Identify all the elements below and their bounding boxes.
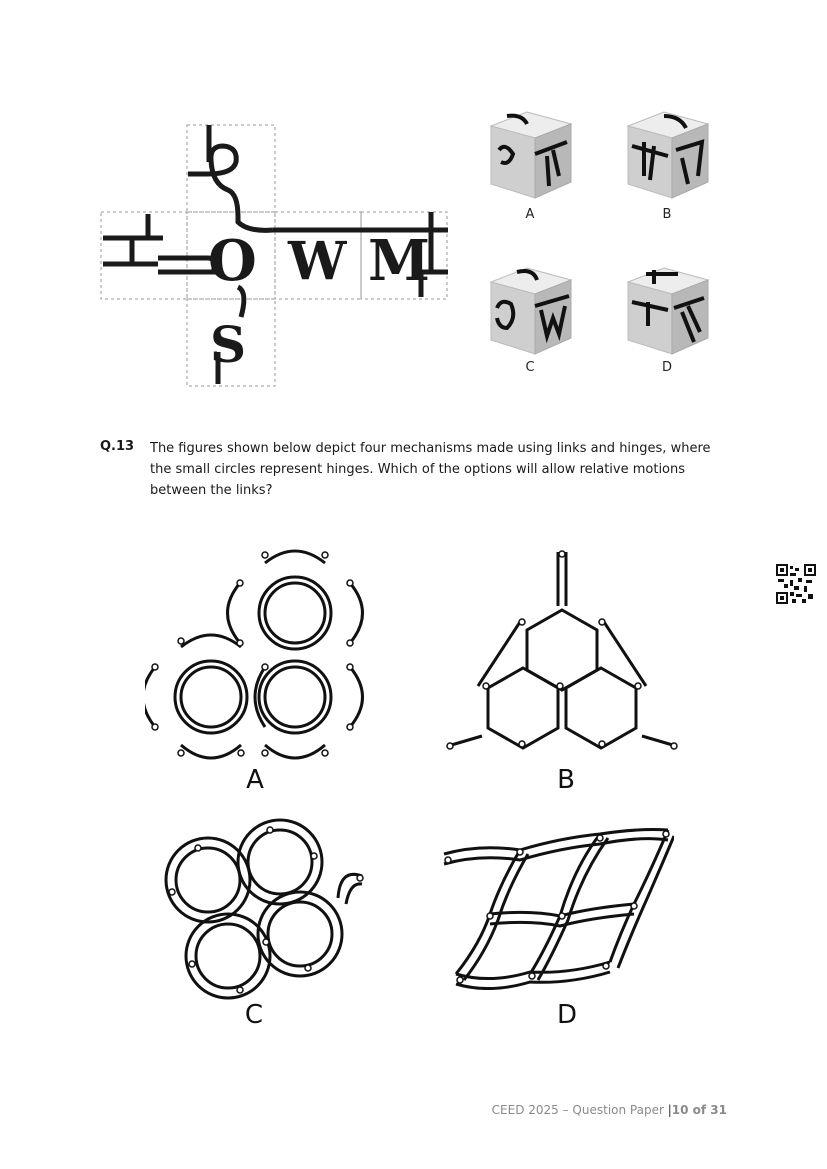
net-letter-w: W bbox=[288, 231, 347, 292]
mechanism-option-c-image bbox=[162, 818, 372, 1000]
question-text: The figures shown below depict four mechanisms made using links and hinges, where the small circles represent hinges. Which of the options will allow relative motions between the links? bbox=[150, 441, 711, 498]
net-letter-s: S bbox=[210, 315, 247, 374]
net-letter-o: O bbox=[208, 228, 257, 294]
cube-option-a-image bbox=[487, 106, 573, 200]
cube-option-c-image bbox=[487, 262, 573, 356]
mechanism-option-b-label: B bbox=[557, 765, 575, 795]
cube-option-d-label: D bbox=[661, 360, 672, 375]
mechanism-option-d-label: D bbox=[556, 1000, 578, 1030]
mechanism-option-d-image bbox=[440, 824, 674, 990]
question-number: Q.13 bbox=[100, 439, 135, 454]
page-footer bbox=[492, 1103, 727, 1117]
mechanism-option-b-image bbox=[442, 546, 682, 756]
mechanism-option-c-label: C bbox=[244, 1000, 264, 1030]
footer-separator: | bbox=[667, 1103, 672, 1117]
cube-option-b-image bbox=[624, 106, 710, 200]
footer-exam-title: CEED 2025 – Question Paper bbox=[491, 1103, 664, 1117]
qr-code-icon bbox=[776, 564, 816, 604]
net-letter-m: M bbox=[368, 228, 430, 294]
cube-option-a-label: A bbox=[525, 207, 535, 222]
cube-option-b-label: B bbox=[662, 207, 672, 222]
mechanism-option-a-image bbox=[145, 545, 365, 767]
cube-net-figure bbox=[98, 122, 453, 390]
cube-option-c-label: C bbox=[525, 360, 535, 375]
footer-page-number: 10 of 31 bbox=[671, 1103, 727, 1117]
mechanism-option-a-label: A bbox=[246, 765, 264, 795]
cube-option-d-image bbox=[624, 262, 710, 356]
